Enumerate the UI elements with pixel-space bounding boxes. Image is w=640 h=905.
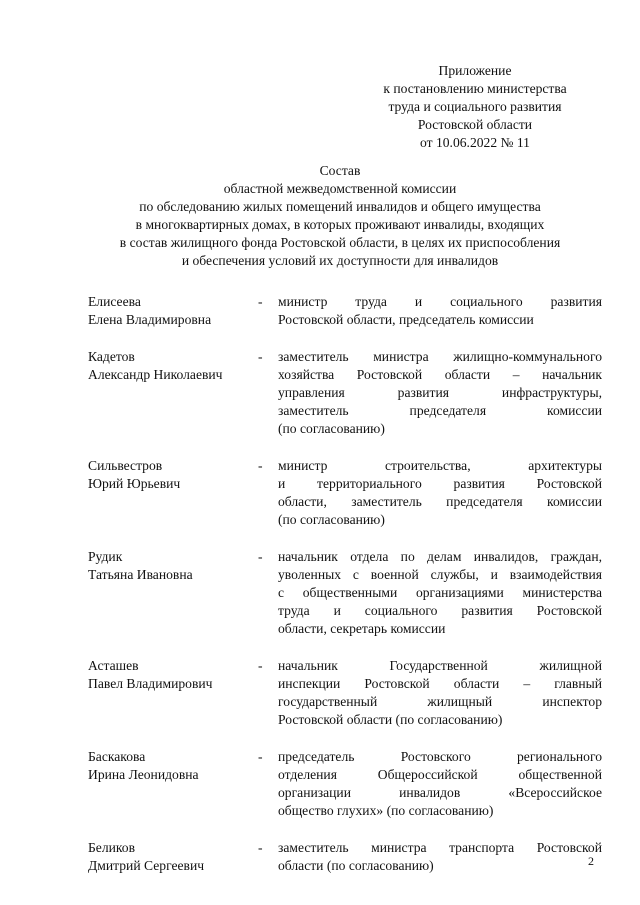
member-dash: - [258,349,263,364]
appendix-header [360,62,590,152]
member-dash: - [258,840,263,855]
member-role [278,457,602,529]
title-line: и обеспечения условий их доступности для инвалидов [181,253,499,268]
member-given-name: Ирина Леонидовна [88,767,199,782]
member-given-name: Юрий Юрьевич [88,476,181,491]
member-name [88,548,258,638]
member-role [278,839,602,875]
member-name [88,457,258,529]
member-dash: - [258,458,263,473]
member-role [278,657,602,729]
member-entry [88,748,602,820]
member-name [88,748,258,820]
role-line: организации инвалидов «Всероссийское [278,785,602,800]
member-given-name: Татьяна Ивановна [88,567,193,582]
member-dash: - [258,294,263,309]
member-surname: Рудик [88,549,123,564]
member-name [88,348,258,438]
document-title [40,162,640,270]
member-entry [88,548,602,638]
role-line: председатель Ростовского регионального [278,749,602,764]
role-line: с общественными организациями министерства [278,585,602,600]
role-line: начальник Государственной жилищной [278,658,602,673]
title-line: в состав жилищного фонда Ростовской области, в целях их приспособления [119,235,561,250]
commission-members-list [88,293,602,894]
member-name [88,293,258,329]
member-role [278,748,602,820]
role-line: начальник отдела по делам инвалидов, граждан, [278,549,602,564]
role-line: области, заместитель председателя комиссии [278,494,602,509]
member-surname: Кадетов [88,349,135,364]
member-surname: Беликов [88,840,136,855]
member-given-name: Дмитрий Сергеевич [88,858,205,873]
member-given-name: Павел Владимирович [88,676,213,691]
appendix-line: Ростовской области [417,117,533,132]
role-line: (по согласованию) [278,421,385,436]
member-role [278,348,602,438]
member-role [278,293,602,329]
role-line: общество глухих» (по согласованию) [278,803,494,818]
member-entry [88,457,602,529]
appendix-line: к постановлению министерства [383,81,567,96]
member-entry [88,657,602,729]
title-line: в многоквартирных домах, в которых проживают инвалиды, входящих [135,217,545,232]
appendix-line: Приложение [438,63,512,78]
role-line: хозяйства Ростовской области – начальник [278,367,602,382]
title-line: по обследованию жилых помещений инвалидов и общего имущества [139,199,541,214]
role-line: заместитель министра жилищно-коммунального [278,349,602,364]
member-surname: Баскакова [88,749,146,764]
member-entry [88,348,602,438]
member-name [88,839,258,875]
title-line: Состав [319,163,361,178]
role-line: заместитель министра транспорта Ростовской [278,840,602,855]
member-entry [88,839,602,875]
member-surname: Сильвестров [88,458,163,473]
page-number: 2 [588,854,594,868]
role-line: области, секретарь комиссии [278,621,446,636]
role-line: Ростовской области (по согласованию) [278,712,503,727]
title-line: областной межведомственной комиссии [223,181,457,196]
member-name [88,657,258,729]
member-surname: Асташев [88,658,139,673]
member-surname: Елисеева [88,294,141,309]
role-line: области (по согласованию) [278,858,434,873]
role-line: Ростовской области, председатель комиссии [278,312,534,327]
member-given-name: Александр Николаевич [88,367,223,382]
member-entry [88,293,602,329]
member-dash: - [258,549,263,564]
member-given-name: Елена Владимировна [88,312,212,327]
appendix-line: труда и социального развития [388,99,562,114]
role-line: инспекции Ростовской области – главный [278,676,602,691]
role-line: (по согласованию) [278,512,385,527]
role-line: уволенных с военной службы, и взаимодействия [278,567,602,582]
member-dash: - [258,749,263,764]
role-line: управления развития инфраструктуры, [278,385,602,400]
role-line: отделения Общероссийской общественной [278,767,602,782]
role-line: министр труда и социального развития [278,294,602,309]
role-line: и территориального развития Ростовской [278,476,602,491]
role-line: министр строительства, архитектуры [278,458,602,473]
appendix-line: от 10.06.2022 № 11 [420,135,530,150]
member-role [278,548,602,638]
member-dash: - [258,658,263,673]
role-line: труда и социального развития Ростовской [278,603,602,618]
role-line: государственный жилищный инспектор [278,694,602,709]
role-line: заместитель председателя комиссии [278,403,602,418]
